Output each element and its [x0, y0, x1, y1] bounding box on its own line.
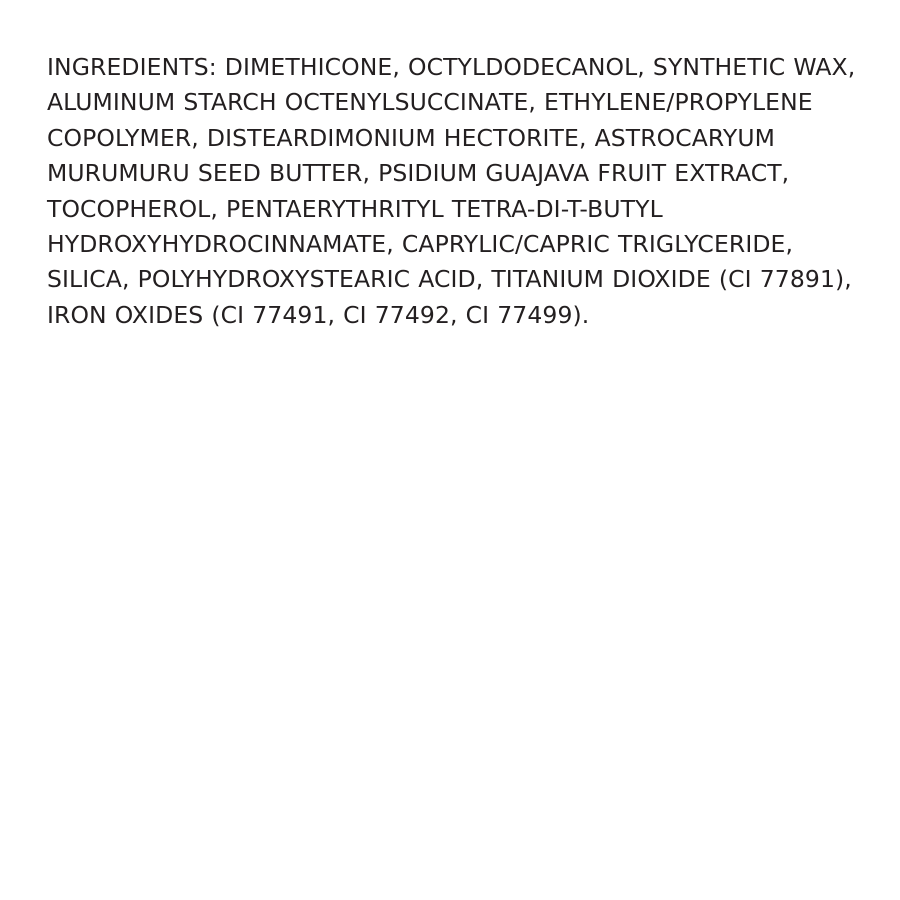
ingredients-paragraph: INGREDIENTS: DIMETHICONE, OCTYLDODECANOL, SYNTHETIC WAX, ALUMINUM STARCH OCTENYLSUCCINATE, ETHYLENE/PROPYLENE COPOLYMER, DISTEARDIMONIUM HECTORITE, ASTROCARYUM MURUMURU SEED BUTTER, PSIDIUM GUAJAVA FRUIT EXTRACT, TOCOPHEROL, PENTAERYTHRITYL TETRA-DI-T-BUTYL HYDROXYHYDROCINNAMATE, CAPRYLIC/CAPRIC TRIGLYCERIDE, SILICA, POLYHYDROXYSTEARIC ACID, TITANIUM DIOXIDE (CI 77891), IRON OXIDES (CI 77491, CI 77492, CI 77499).	[47, 53, 856, 329]
ingredients-block	[47, 50, 867, 333]
